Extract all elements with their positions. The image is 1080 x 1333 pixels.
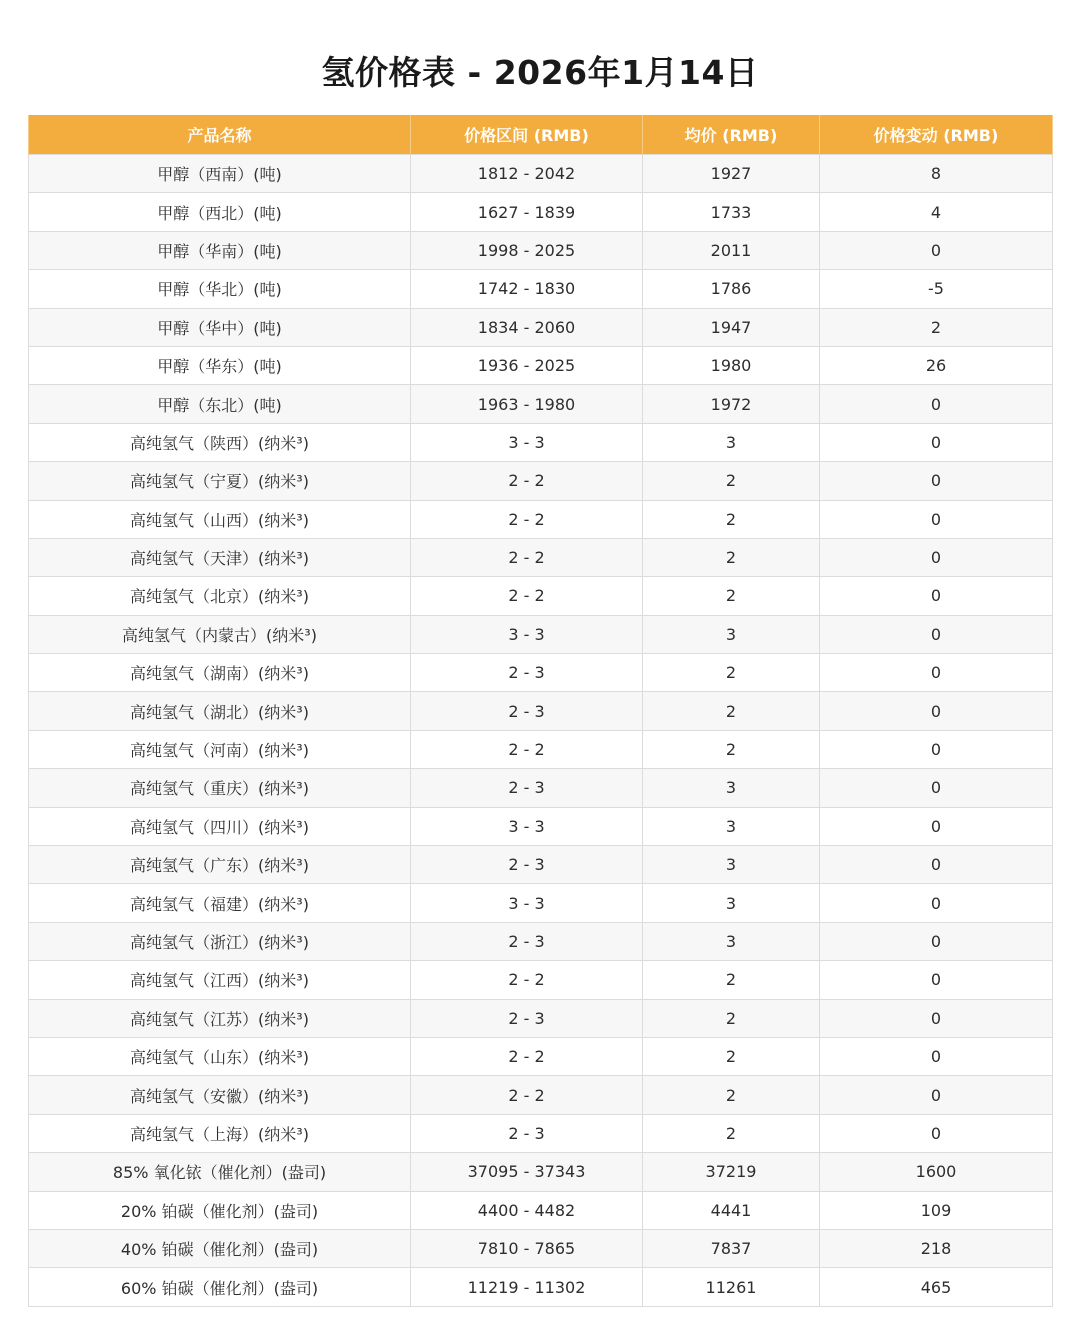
table-row	[29, 654, 1053, 692]
cell-price-change: 0	[820, 961, 1053, 999]
cell-price-change: 0	[820, 423, 1053, 461]
cell-price-range: 2 - 2	[411, 730, 643, 768]
cell-product-name: 高纯氢气（福建）(纳米³)	[29, 884, 411, 922]
cell-price-change: 0	[820, 538, 1053, 576]
cell-product-name: 甲醇（华中）(吨)	[29, 308, 411, 346]
cell-price-range: 1812 - 2042	[411, 155, 643, 193]
cell-price-change: 0	[820, 1037, 1053, 1075]
cell-average-price: 37219	[643, 1153, 820, 1191]
header-average-price: 均价 (RMB)	[643, 115, 820, 155]
cell-product-name: 甲醇（西北）(吨)	[29, 193, 411, 231]
table-row	[29, 1153, 1053, 1191]
table-row	[29, 1076, 1053, 1114]
cell-price-range: 37095 - 37343	[411, 1153, 643, 1191]
cell-product-name: 高纯氢气（湖南）(纳米³)	[29, 654, 411, 692]
cell-price-range: 3 - 3	[411, 423, 643, 461]
cell-price-range: 1834 - 2060	[411, 308, 643, 346]
table-row	[29, 769, 1053, 807]
cell-average-price: 1786	[643, 270, 820, 308]
table-row	[29, 538, 1053, 576]
cell-price-change: 8	[820, 155, 1053, 193]
table-row	[29, 922, 1053, 960]
cell-price-change: 465	[820, 1268, 1053, 1306]
cell-product-name: 高纯氢气（浙江）(纳米³)	[29, 922, 411, 960]
cell-average-price: 2	[643, 1114, 820, 1152]
cell-product-name: 甲醇（东北）(吨)	[29, 385, 411, 423]
cell-product-name: 甲醇（西南）(吨)	[29, 155, 411, 193]
cell-product-name: 高纯氢气（广东）(纳米³)	[29, 846, 411, 884]
cell-price-change: 0	[820, 999, 1053, 1037]
cell-price-range: 3 - 3	[411, 884, 643, 922]
cell-price-range: 2 - 2	[411, 961, 643, 999]
table-row	[29, 193, 1053, 231]
cell-average-price: 2	[643, 999, 820, 1037]
cell-average-price: 4441	[643, 1191, 820, 1229]
cell-average-price: 1980	[643, 346, 820, 384]
cell-product-name: 高纯氢气（江西）(纳米³)	[29, 961, 411, 999]
cell-product-name: 高纯氢气（内蒙古）(纳米³)	[29, 615, 411, 653]
cell-average-price: 2	[643, 462, 820, 500]
cell-price-change: 0	[820, 1076, 1053, 1114]
cell-average-price: 2	[643, 1037, 820, 1075]
cell-product-name: 高纯氢气（山东）(纳米³)	[29, 1037, 411, 1075]
cell-price-range: 2 - 3	[411, 846, 643, 884]
cell-product-name: 40% 铂碳（催化剂）(盎司)	[29, 1229, 411, 1267]
cell-average-price: 3	[643, 922, 820, 960]
table-row	[29, 423, 1053, 461]
table-row	[29, 385, 1053, 423]
table-row	[29, 1229, 1053, 1267]
cell-average-price: 3	[643, 884, 820, 922]
cell-price-change: 0	[820, 807, 1053, 845]
cell-price-range: 7810 - 7865	[411, 1229, 643, 1267]
table-header	[29, 115, 1053, 155]
cell-price-range: 2 - 3	[411, 769, 643, 807]
cell-average-price: 11261	[643, 1268, 820, 1306]
table-row	[29, 999, 1053, 1037]
cell-price-range: 2 - 2	[411, 462, 643, 500]
table-row	[29, 807, 1053, 845]
cell-price-change: 26	[820, 346, 1053, 384]
cell-price-range: 3 - 3	[411, 615, 643, 653]
table-row	[29, 577, 1053, 615]
cell-average-price: 1947	[643, 308, 820, 346]
cell-average-price: 3	[643, 769, 820, 807]
cell-product-name: 高纯氢气（安徽）(纳米³)	[29, 1076, 411, 1114]
cell-price-change: 0	[820, 231, 1053, 269]
header-product-name: 产品名称	[29, 115, 411, 155]
table-row	[29, 846, 1053, 884]
cell-product-name: 高纯氢气（河南）(纳米³)	[29, 730, 411, 768]
table-row	[29, 462, 1053, 500]
cell-price-change: 0	[820, 1114, 1053, 1152]
cell-product-name: 高纯氢气（湖北）(纳米³)	[29, 692, 411, 730]
table-row	[29, 270, 1053, 308]
table-row	[29, 1268, 1053, 1306]
table-row	[29, 692, 1053, 730]
table-row	[29, 231, 1053, 269]
cell-average-price: 3	[643, 846, 820, 884]
cell-price-change: 4	[820, 193, 1053, 231]
cell-price-change: 0	[820, 922, 1053, 960]
cell-average-price: 2	[643, 538, 820, 576]
cell-average-price: 1733	[643, 193, 820, 231]
cell-average-price: 2	[643, 500, 820, 538]
cell-price-range: 2 - 2	[411, 500, 643, 538]
table-row	[29, 500, 1053, 538]
cell-price-range: 2 - 3	[411, 654, 643, 692]
cell-price-range: 11219 - 11302	[411, 1268, 643, 1306]
table-row	[29, 615, 1053, 653]
cell-price-range: 2 - 2	[411, 1076, 643, 1114]
cell-product-name: 高纯氢气（北京）(纳米³)	[29, 577, 411, 615]
table-row	[29, 346, 1053, 384]
cell-product-name: 85% 氧化铱（催化剂）(盎司)	[29, 1153, 411, 1191]
cell-product-name: 20% 铂碳（催化剂）(盎司)	[29, 1191, 411, 1229]
table-row	[29, 1114, 1053, 1152]
cell-product-name: 高纯氢气（陕西）(纳米³)	[29, 423, 411, 461]
table-row	[29, 961, 1053, 999]
cell-average-price: 2	[643, 654, 820, 692]
cell-price-change: 109	[820, 1191, 1053, 1229]
cell-price-change: 0	[820, 884, 1053, 922]
cell-price-change: -5	[820, 270, 1053, 308]
table-header-row	[29, 115, 1053, 155]
cell-product-name: 高纯氢气（重庆）(纳米³)	[29, 769, 411, 807]
cell-product-name: 甲醇（华南）(吨)	[29, 231, 411, 269]
cell-average-price: 3	[643, 615, 820, 653]
cell-average-price: 3	[643, 807, 820, 845]
cell-product-name: 高纯氢气（宁夏）(纳米³)	[29, 462, 411, 500]
cell-price-change: 1600	[820, 1153, 1053, 1191]
cell-product-name: 高纯氢气（江苏）(纳米³)	[29, 999, 411, 1037]
cell-price-range: 2 - 3	[411, 1114, 643, 1152]
cell-price-range: 1963 - 1980	[411, 385, 643, 423]
cell-price-range: 2 - 2	[411, 577, 643, 615]
header-price-change: 价格变动 (RMB)	[820, 115, 1053, 155]
table-row	[29, 308, 1053, 346]
cell-product-name: 高纯氢气（山西）(纳米³)	[29, 500, 411, 538]
cell-price-range: 1742 - 1830	[411, 270, 643, 308]
cell-product-name: 甲醇（华北）(吨)	[29, 270, 411, 308]
cell-price-change: 0	[820, 692, 1053, 730]
page-title: 氢价格表 - 2026年1月14日	[321, 53, 759, 92]
cell-price-range: 3 - 3	[411, 807, 643, 845]
cell-product-name: 甲醇（华东）(吨)	[29, 346, 411, 384]
cell-average-price: 3	[643, 423, 820, 461]
cell-average-price: 2011	[643, 231, 820, 269]
cell-price-change: 2	[820, 308, 1053, 346]
cell-price-range: 4400 - 4482	[411, 1191, 643, 1229]
cell-product-name: 高纯氢气（上海）(纳米³)	[29, 1114, 411, 1152]
cell-price-range: 1936 - 2025	[411, 346, 643, 384]
cell-price-range: 2 - 2	[411, 538, 643, 576]
cell-price-change: 0	[820, 730, 1053, 768]
cell-average-price: 7837	[643, 1229, 820, 1267]
table-body	[29, 155, 1053, 1307]
cell-price-change: 0	[820, 846, 1053, 884]
cell-price-range: 2 - 3	[411, 922, 643, 960]
cell-product-name: 高纯氢气（天津）(纳米³)	[29, 538, 411, 576]
price-table-container	[28, 115, 1052, 1307]
cell-price-change: 0	[820, 769, 1053, 807]
cell-price-change: 0	[820, 462, 1053, 500]
price-table	[28, 115, 1053, 1307]
cell-price-change: 0	[820, 500, 1053, 538]
table-row	[29, 155, 1053, 193]
cell-product-name: 高纯氢气（四川）(纳米³)	[29, 807, 411, 845]
table-row	[29, 884, 1053, 922]
cell-average-price: 2	[643, 692, 820, 730]
cell-average-price: 2	[643, 961, 820, 999]
table-row	[29, 730, 1053, 768]
table-row	[29, 1037, 1053, 1075]
table-row	[29, 1191, 1053, 1229]
cell-average-price: 1972	[643, 385, 820, 423]
cell-price-change: 218	[820, 1229, 1053, 1267]
cell-price-range: 1998 - 2025	[411, 231, 643, 269]
cell-product-name: 60% 铂碳（催化剂）(盎司)	[29, 1268, 411, 1306]
cell-price-change: 0	[820, 615, 1053, 653]
cell-price-change: 0	[820, 385, 1053, 423]
cell-price-range: 2 - 3	[411, 999, 643, 1037]
cell-average-price: 1927	[643, 155, 820, 193]
cell-price-range: 1627 - 1839	[411, 193, 643, 231]
cell-price-range: 2 - 2	[411, 1037, 643, 1075]
header-price-range: 价格区间 (RMB)	[411, 115, 643, 155]
cell-price-change: 0	[820, 654, 1053, 692]
cell-price-range: 2 - 3	[411, 692, 643, 730]
cell-average-price: 2	[643, 577, 820, 615]
cell-price-change: 0	[820, 577, 1053, 615]
cell-average-price: 2	[643, 730, 820, 768]
cell-average-price: 2	[643, 1076, 820, 1114]
